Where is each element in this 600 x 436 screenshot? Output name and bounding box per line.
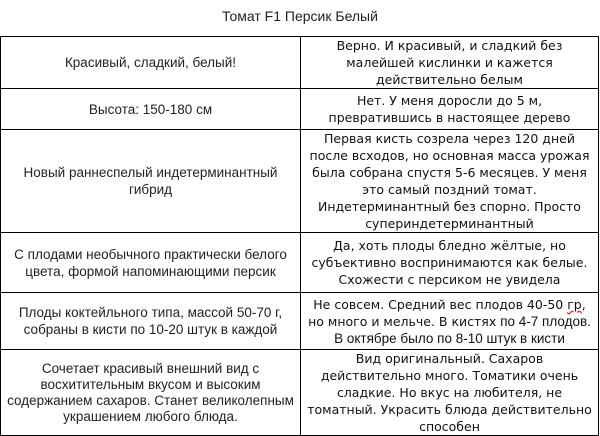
review-text-part: по 4-7 плодов. В октябре было по 8-10 штук в кисти bbox=[334, 313, 591, 346]
review-cell: Верно. И красивый, и сладкий без малейшей кислинки и кажется действительно белым bbox=[301, 37, 599, 89]
review-text-part: Не совсем. Средний вес плодов 40-50 bbox=[313, 296, 568, 312]
review-cell: Первая кисть созрела через 120 дней после всходов, но основная масса урожая была собрана спустя 5-6 месяцев. У меня это самый поздний томат. Индетерминантный без спорно. Просто супериндетерминантный bbox=[301, 130, 599, 233]
review-cell: Вид оригинальный. Сахаров действительно много. Томатики очень сладкие. Но вкус на любителя, не томатный. Украсить блюда действительно способен bbox=[301, 350, 599, 436]
table-row bbox=[1, 350, 599, 436]
table-row bbox=[1, 37, 599, 89]
review-cell bbox=[301, 293, 599, 350]
comparison-table bbox=[0, 36, 599, 436]
claim-cell: С плодами необычного практически белого цвета, формой напоминающими персик bbox=[1, 233, 301, 293]
claim-cell: Высота: 150-180 см bbox=[1, 89, 301, 130]
table-row bbox=[1, 293, 599, 350]
table-row bbox=[1, 89, 599, 130]
claim-cell: Сочетает красивый внешний вид с восхитительным вкусом и высоким содержанием сахаров. Станет великолепным украшением любого блюда. bbox=[1, 350, 301, 436]
review-text-misspelled: гр bbox=[567, 296, 582, 312]
page-title: Томат F1 Персик Белый bbox=[222, 8, 378, 24]
review-text-part: , но много и мельче. В кистях bbox=[308, 296, 586, 329]
claim-cell: Красивый, сладкий, белый! bbox=[1, 37, 301, 89]
table-row bbox=[1, 233, 599, 293]
review-cell: Нет. У меня доросли до 5 м, превратившись в настоящее дерево bbox=[301, 89, 599, 130]
claim-cell: Новый раннеспелый индетерминантный гибрид bbox=[1, 130, 301, 233]
claim-cell: Плоды коктейльного типа, массой 50-70 г, собраны в кисти по 10-20 штук в каждой bbox=[1, 293, 301, 350]
review-cell: Да, хоть плоды бледно жёлтые, но субъективно воспринимаются как белые. Схожести с персиком не увидела bbox=[301, 233, 599, 293]
table-row bbox=[1, 130, 599, 233]
